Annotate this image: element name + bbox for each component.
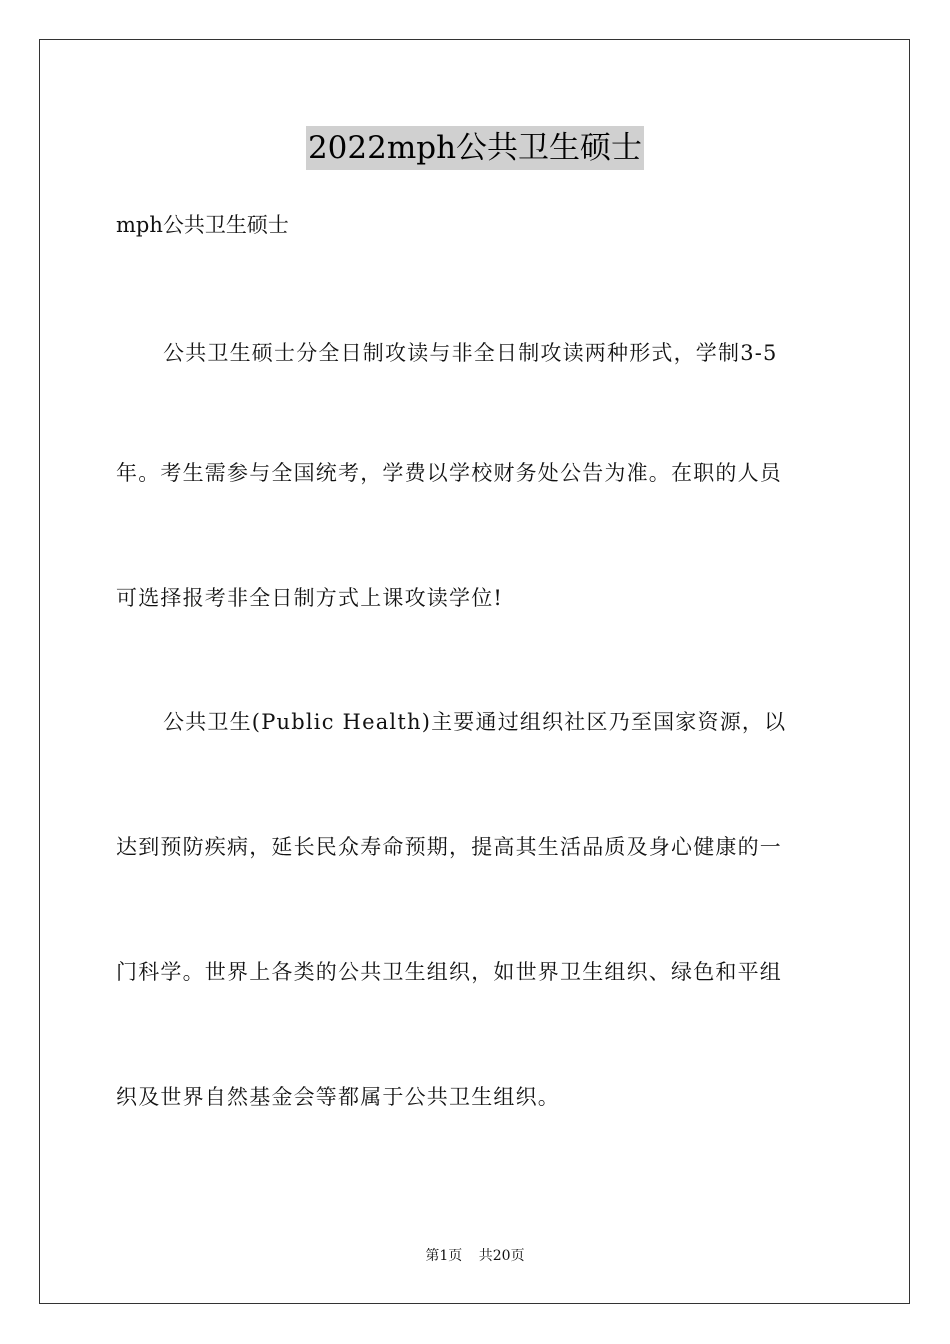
paragraph-2-line-3: 门科学。世界上各类的公共卫生组织，如世界卫生组织、绿色和平组: [116, 960, 782, 984]
paragraph-1-line-2: 年。考生需参与全国统考，学费以学校财务处公告为准。在职的人员: [116, 461, 782, 485]
page-number: 第1页: [425, 1248, 463, 1264]
page-footer: [0, 1246, 950, 1266]
paragraph-2-line-4: 织及世界自然基金会等都属于公共卫生组织。: [116, 1085, 560, 1109]
paragraph-1-line-1: 公共卫生硕士分全日制攻读与非全日制攻读两种形式，学制3-5: [163, 341, 778, 365]
document-title: 2022mph公共卫生硕士: [306, 126, 644, 170]
paragraph-2-line-2: 达到预防疾病，延长民众寿命预期，提高其生活品质及身心健康的一: [116, 835, 782, 859]
title-container: [0, 126, 950, 170]
page-total: 共20页: [478, 1248, 525, 1264]
document-subtitle: mph公共卫生硕士: [116, 213, 289, 237]
paragraph-1-line-3: 可选择报考非全日制方式上课攻读学位!: [116, 586, 504, 610]
paragraph-2-line-1: 公共卫生(Public Health)主要通过组织社区乃至国家资源，以: [163, 710, 787, 734]
